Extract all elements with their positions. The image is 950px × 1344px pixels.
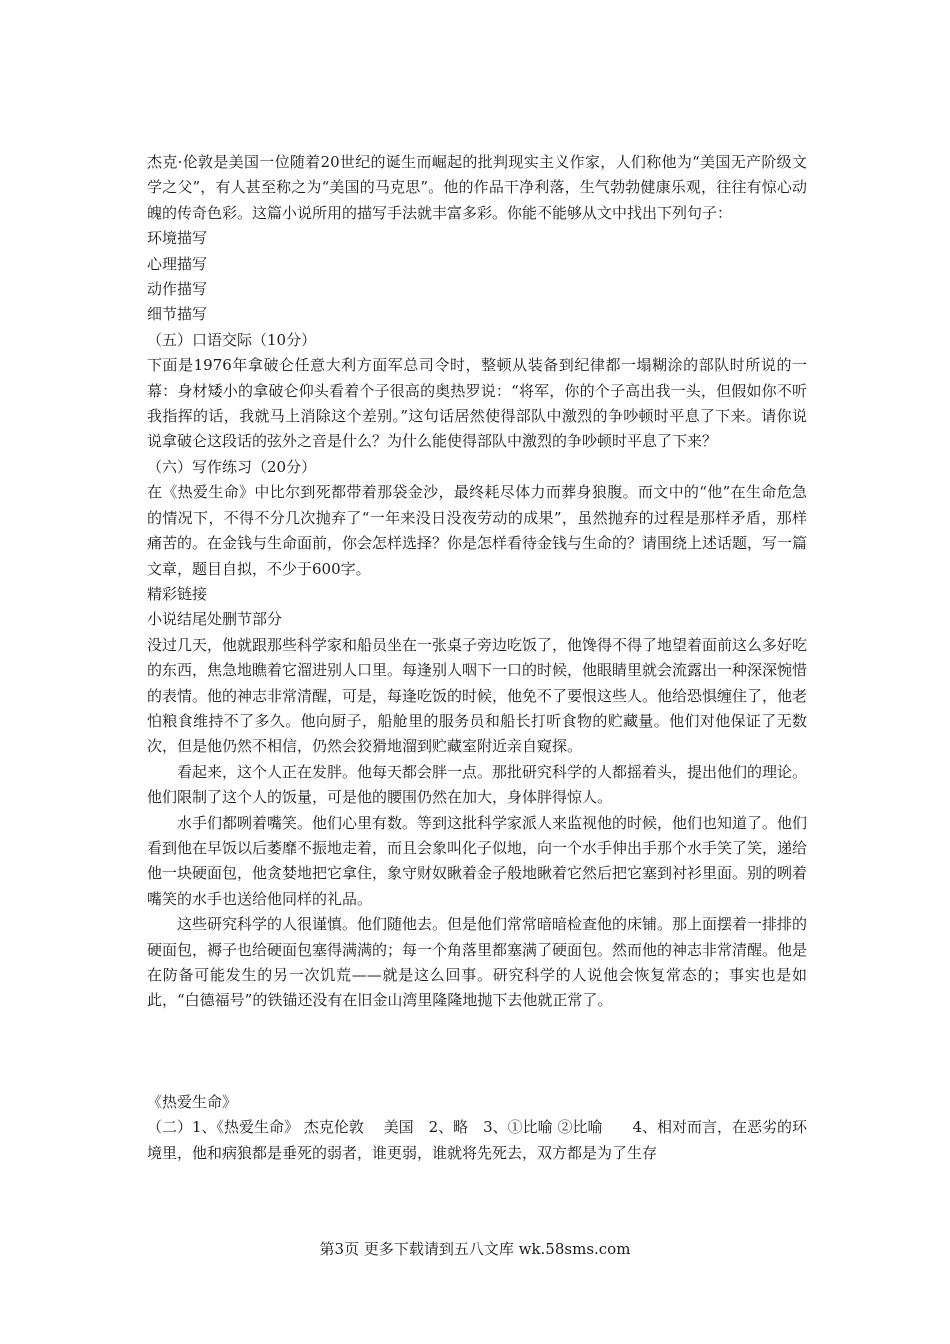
section6-text: 在《热爱生命》中比尔到死都带着那袋金沙，最终耗尽体力而葬身狼腹。而文中的“他”在生命危急的情况下，不得不分几次抛弃了“一年来没日没夜劳动的成果”，虽然抛弃的过程是那样矛盾，那样痛苦的。在金钱与生命面前，你会怎样选择？你是怎样看待金钱与生命的？请围绕上述话题，写一篇文章，题目自拟，不少于600字。 bbox=[147, 483, 808, 578]
intro-paragraph: 杰克·伦敦是美国一位随着20世纪的诞生而崛起的批判现实主义作家，人们称他为“美国无产阶级文学之父”，有人甚至称之为“美国的马克思”。他的作品干净利落，生气勃勃健康乐观，往往有惊心动魄的传奇色彩。这篇小说所用的描写手法就丰富多彩。你能不能够从文中找出下列句子： bbox=[147, 153, 807, 222]
link-heading: 精彩链接 bbox=[147, 584, 208, 603]
page-content bbox=[147, 150, 807, 1166]
answers-title: 《热爱生命》 bbox=[147, 1092, 238, 1111]
writing-type-detail: 细节描写 bbox=[147, 305, 208, 324]
writing-type-action: 动作描写 bbox=[147, 280, 208, 299]
answers-line: （二）1、《热爱生命》 杰克伦敦 美国 2、略 3、①比喻 ②比喻 4、相对而言，在恶劣的环境里，他和病狼都是垂死的弱者，谁更弱，谁就将先死去，双方都是为了生存 bbox=[147, 1118, 807, 1162]
excerpt-paragraph-4: 这些研究科学的人很谨慎。他们随他去。但是他们常常暗暗检查他的床铺。那上面摆着一排排的硬面包，褥子也给硬面包塞得满满的；每一个角落里都塞满了硬面包。然而他的神志非常清醒。他是在防备可能发生的另一次饥荒——就是这么回事。研究科学的人说他会恢复常态的；事实也是如此，“白德福号”的铁锚还没有在旧金山湾里隆隆地抛下去他就正常了。 bbox=[147, 915, 808, 1010]
writing-type-environment: 环境描写 bbox=[147, 229, 208, 248]
section5-heading: （五）口语交际（10分） bbox=[147, 330, 317, 349]
page-footer: 第3页 更多下载请到五八文库 wk.58sms.com bbox=[319, 1240, 631, 1258]
writing-type-psychology: 心理描写 bbox=[147, 254, 208, 273]
excerpt-paragraph-1: 没过几天，他就跟那些科学家和船员坐在一张桌子旁边吃饭了，他馋得不得了地望着面前这么多好吃的东西，焦急地瞧着它溜进别人口里。每逢别人咽下一口的时候，他眼睛里就会流露出一种深深惋惜的表情。他的神志非常清醒，可是，每逢吃饭的时候，他免不了要恨这些人。他给恐惧缠住了，他老怕粮食维持不了多久。他向厨子，船舱里的服务员和船长打听食物的贮藏量。他们对他保证了无数次，但是他仍然不相信，仍然会狡猾地溜到贮藏室附近亲自窥探。 bbox=[147, 635, 808, 756]
excerpt-paragraph-3: 水手们都咧着嘴笑。他们心里有数。等到这批科学家派人来监视他的时候，他们也知道了。他们看到他在早饭以后萎靡不振地走着，而且会象叫化子似地，向一个水手伸出手那个水手笑了笑，递给他一块硬面包，他贪婪地把它拿住，象守财奴瞅着金子般地瞅着它然后把它塞到衬衫里面。别的咧着嘴笑的水手也送给他同样的礼品。 bbox=[147, 813, 808, 908]
excerpt-paragraph-2: 看起来，这个人正在发胖。他每天都会胖一点。那批研究科学的人都摇着头，提出他们的理论。他们限制了这个人的饭量，可是他的腰围仍然在加大，身体胖得惊人。 bbox=[147, 762, 808, 807]
section5-text: 下面是1976年拿破仑任意大利方面军总司令时，整顿从装备到纪律都一塌糊涂的部队时所说的一幕：身材矮小的拿破仑仰头看着个子很高的奥热罗说：“将军，你的个子高出我一头，但假如你不听我指挥的话，我就马上消除这个差别。”这句话居然使得部队中激烈的争吵顿时平息了下来。请你说说拿破仑这段话的弦外之音是什么？为什么能使得部队中激烈的争吵顿时平息了下来？ bbox=[147, 356, 807, 451]
section6-heading: （六）写作练习（20分） bbox=[147, 457, 317, 476]
spacer bbox=[147, 1014, 807, 1090]
link-subheading: 小说结尾处删节部分 bbox=[147, 610, 283, 629]
